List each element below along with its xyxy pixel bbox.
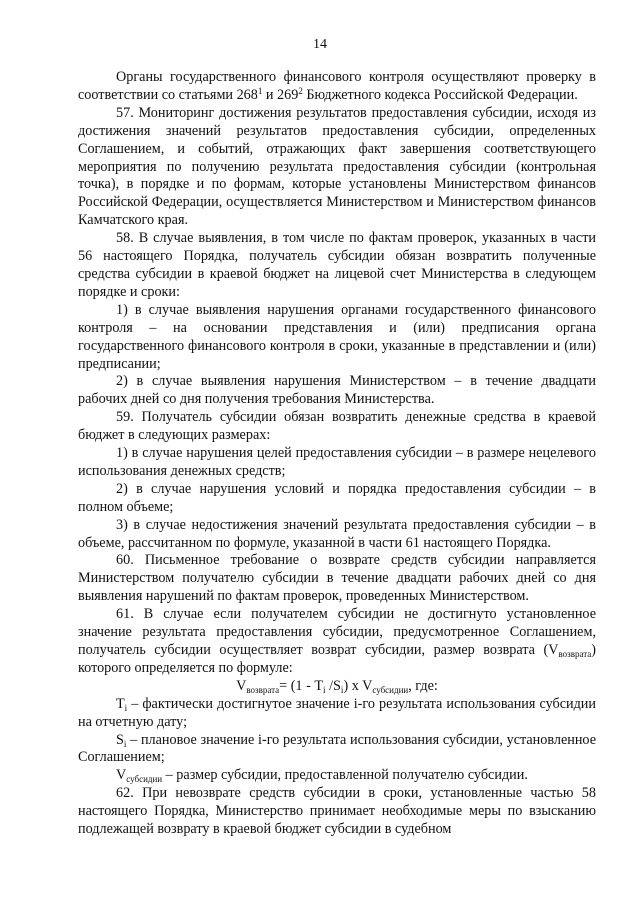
definition-t: $T_i$ – фактически достигнутое значение i-го результата использования субсидии на отчетную дату;	[78, 695, 596, 730]
paragraph-58: 58. В случае выявления, в том числе по фактам проверок, указанных в части 56 настоящего Порядка, получатель субсидии обязан возвратить полученные средства субсидии в краевой бюджет на лицевой счет Министерства в следующем порядке и сроки:	[78, 230, 596, 300]
paragraph-59-item-3: 3) в случае недостижения значений результата предоставления субсидии – в объеме, рассчитанном по формуле, указанной в части 61 настоящего Порядка.	[78, 516, 596, 551]
paragraph-59-item-2: 2) в случае нарушения условий и порядка предоставления субсидии – в полном объеме;	[78, 480, 596, 515]
definition-v: $V_{субсидии}$ – размер субсидии, предоставленной получателю субсидии.	[116, 767, 528, 785]
document-body	[78, 69, 596, 839]
definition-s: $S_i$ – плановое значение i-го результата использования субсидии, установленное Соглашением;	[78, 731, 596, 766]
paragraph-57: 57. Мониторинг достижения результатов предоставления субсидии, исходя из достижения значений результатов предоставления субсидии, определенных Соглашением, и событий, отражающих факт завершения соответствующего мероприятия по получению результата предоставления субсидии (контрольная точка), в порядке и по формам, которые установлены Министерством финансов Российской Федерации, осуществляется Министерством и Министерством финансов Камчатского края.	[78, 104, 596, 229]
paragraph-audit-reference: Органы государственного финансового контроля осуществляют проверку в соответствии со статьями $268^1$ и $269^2$ Бюджетного кодекса Российской Федерации.	[78, 69, 596, 103]
paragraph-59: 59. Получатель субсидии обязан возвратить денежные средства в краевой бюджет в следующих размерах:	[78, 409, 596, 444]
paragraph-62: 62. При невозврате средств субсидии в сроки, установленные частью 58 настоящего Порядка, Министерство принимает необходимые меры по взысканию подлежащей возврату в краевой бюджет субсидии в судебном	[78, 785, 596, 838]
paragraph-59-item-1: 1) в случае нарушения целей предоставления субсидии – в размере нецелевого использования денежных средств;	[78, 445, 596, 479]
paragraph-58-item-1: 1) в случае выявления нарушения органами государственного финансового контроля – на основании представления и (или) предписания органа государственного финансового контроля в сроки, указанные в представлении и (или) предписании;	[78, 301, 596, 372]
paragraph-60: 60. Письменное требование о возврате средств субсидии направляется Министерством получателю субсидии в течение двадцати рабочих дней со дня выявления нарушений по фактам проверок, проведенных Министерством.	[78, 552, 596, 605]
paragraph-61: 61. В случае если получателем субсидии не достигнуто установленное значение результата предоставления субсидии, предусмотренное Соглашением, получатель субсидии осуществляет возврат субсидии, размер возврата $(V_{возврата})$ которого определяется по формуле:	[78, 606, 596, 676]
refund-formula: $V_{возврата}= (1 - T_i$ $/S_i$) x $V_{субсидии}$, где:	[236, 677, 438, 695]
paragraph-58-item-2: 2) в случае выявления нарушения Министерством – в течение двадцати рабочих дней со дня получения требования Министерства.	[78, 373, 596, 408]
page-number: 14	[313, 37, 327, 52]
